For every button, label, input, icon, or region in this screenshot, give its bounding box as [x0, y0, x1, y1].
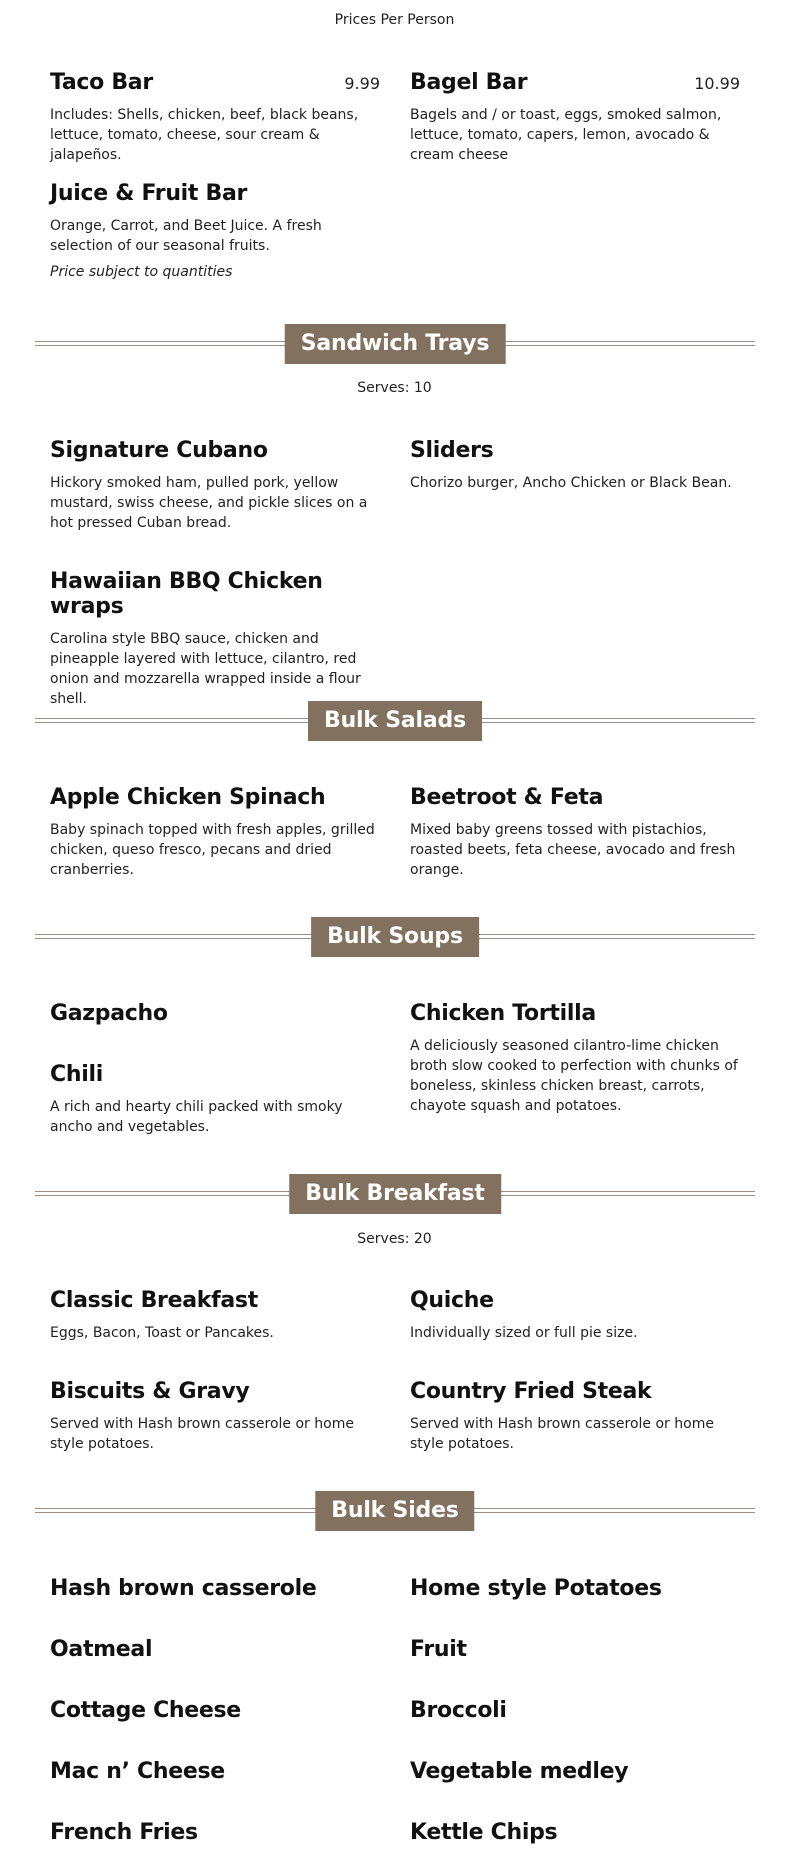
menu-item-quiche	[410, 1288, 740, 1343]
menu-item-chicken-tortilla	[410, 1001, 740, 1116]
item-description: Baby spinach topped with fresh apples, grilled chicken, queso fresco, pecans and dried cranberries.	[50, 822, 375, 878]
price-note: Price subject to quantities	[50, 264, 233, 280]
menu-item-bagel-bar	[410, 70, 740, 165]
item-name: Taco Bar	[50, 70, 153, 95]
side-item-mac-n-cheese: Mac n’ Cheese	[50, 1759, 225, 1784]
side-item-cottage-cheese: Cottage Cheese	[50, 1698, 241, 1723]
menu-item-country-fried-steak	[410, 1379, 740, 1454]
item-description: Carolina style BBQ sauce, chicken and pineapple layered with lettuce, cilantro, red onion and mozzarella wrapped inside a flour shell.	[50, 631, 361, 707]
item-description: A deliciously seasoned cilantro-lime chicken broth slow cooked to perfection with chunks of boneless, skinless chicken breast, carrots, chayote squash and potatoes.	[410, 1038, 738, 1114]
item-price: 9.99	[344, 74, 380, 93]
section-title: Sandwich Trays	[285, 324, 506, 364]
item-name: Bagel Bar	[410, 70, 528, 95]
menu-item-juice-fruit-bar	[50, 181, 380, 280]
side-item-fruit: Fruit	[410, 1637, 467, 1662]
item-name: Apple Chicken Spinach	[50, 785, 326, 810]
item-description: Individually sized or full pie size.	[410, 1325, 638, 1341]
item-description: Hickory smoked ham, pulled pork, yellow mustard, swiss cheese, and pickle slices on a hot pressed Cuban bread.	[50, 475, 368, 531]
item-description: Includes: Shells, chicken, beef, black beans, lettuce, tomato, cheese, sour cream & jalapeños.	[50, 107, 359, 163]
section-title: Bulk Breakfast	[289, 1174, 501, 1214]
item-name: Hawaiian BBQ Chicken wraps	[50, 569, 323, 619]
section-header-bulk-salads	[35, 701, 755, 743]
side-item-vegetable-medley: Vegetable medley	[410, 1759, 629, 1784]
section-title: Bulk Salads	[308, 701, 482, 741]
item-name: Chili	[50, 1062, 103, 1087]
item-description: Orange, Carrot, and Beet Juice. A fresh selection of our seasonal fruits.	[50, 218, 322, 254]
item-name: Gazpacho	[50, 1001, 168, 1026]
menu-item-apple-chicken-spinach	[50, 785, 380, 880]
side-item-broccoli: Broccoli	[410, 1698, 507, 1723]
item-name: Country Fried Steak	[410, 1379, 652, 1404]
side-item-oatmeal: Oatmeal	[50, 1637, 153, 1662]
section-header-bulk-soups	[35, 917, 755, 959]
item-description: A rich and hearty chili packed with smoky ancho and vegetables.	[50, 1099, 343, 1135]
item-name: Classic Breakfast	[50, 1288, 258, 1313]
menu-item-taco-bar	[50, 70, 380, 165]
item-description: Mixed baby greens tossed with pistachios, roasted beets, feta cheese, avocado and fresh orange.	[410, 822, 736, 878]
menu-item-gazpacho	[50, 1001, 380, 1026]
item-description: Chorizo burger, Ancho Chicken or Black Bean.	[410, 475, 732, 491]
section-header-bulk-breakfast	[35, 1174, 755, 1216]
section-title: Bulk Soups	[311, 917, 479, 957]
item-name: Signature Cubano	[50, 438, 268, 463]
item-name: Juice & Fruit Bar	[50, 181, 248, 206]
menu-item-hawaiian-bbq-chicken-wraps	[50, 569, 380, 709]
side-item-hash-brown-casserole: Hash brown casserole	[50, 1576, 317, 1601]
item-name: Biscuits & Gravy	[50, 1379, 250, 1404]
side-item-french-fries: French Fries	[50, 1820, 198, 1845]
item-name: Quiche	[410, 1288, 494, 1313]
menu-item-biscuits-gravy	[50, 1379, 380, 1454]
item-name: Beetroot & Feta	[410, 785, 604, 810]
menu-item-chili	[50, 1062, 380, 1137]
item-price: 10.99	[694, 74, 740, 93]
section-header-sandwich-trays	[35, 324, 755, 366]
menu-item-classic-breakfast	[50, 1288, 380, 1343]
item-description: Served with Hash brown casserole or home style potatoes.	[410, 1416, 714, 1452]
item-name: Chicken Tortilla	[410, 1001, 596, 1026]
item-description: Bagels and / or toast, eggs, smoked salmon, lettuce, tomato, capers, lemon, avocado & cream cheese	[410, 107, 722, 163]
section-header-bulk-sides	[35, 1491, 755, 1533]
serves-note: Serves: 10	[357, 380, 432, 396]
menu-item-signature-cubano	[50, 438, 380, 533]
section-title: Bulk Sides	[315, 1491, 474, 1531]
prices-per-person-note: Prices Per Person	[334, 12, 455, 28]
menu-item-sliders	[410, 438, 740, 493]
side-item-kettle-chips: Kettle Chips	[410, 1820, 558, 1845]
item-description: Served with Hash brown casserole or home style potatoes.	[50, 1416, 354, 1452]
side-item-home-style-potatoes: Home style Potatoes	[410, 1576, 662, 1601]
serves-note: Serves: 20	[357, 1231, 432, 1247]
menu-item-beetroot-feta	[410, 785, 740, 880]
item-description: Eggs, Bacon, Toast or Pancakes.	[50, 1325, 274, 1341]
item-name: Sliders	[410, 438, 494, 463]
